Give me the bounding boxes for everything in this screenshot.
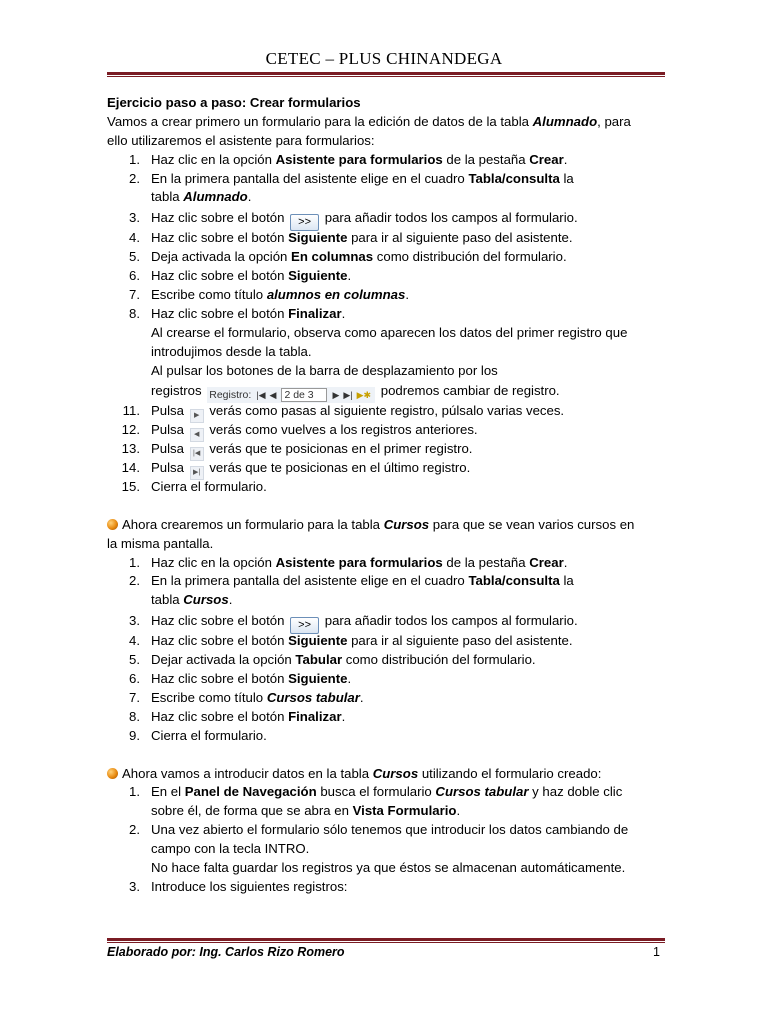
next-record-icon: ▶ — [190, 409, 204, 423]
last-record-icon: ▶| — [190, 466, 204, 480]
list-item: 2. En la primera pantalla del asistente elige en el cuadro Tabla/consulta la — [129, 170, 574, 186]
exercise-title: Ejercicio paso a paso: Crear formularios — [107, 95, 361, 110]
list-item-continuation: sobre él, de forma que se abra en Vista Formulario. — [151, 803, 461, 819]
list-item: 4. Haz clic sobre el botón Siguiente para ir al siguiente paso del asistente. — [129, 633, 573, 649]
list-item: 1. Haz clic en la opción Asistente para formularios de la pestaña Crear. — [129, 554, 568, 570]
ex2-intro-line-1: Ahora crearemos un formulario para la tabla Cursos para que se vean varios cursos en — [107, 516, 667, 535]
footer-author: Elaborado por: Ing. Carlos Rizo Romero — [107, 945, 345, 959]
record-navigation-bar-image: Registro: |◀ ◀ 2 de 3 ▶ ▶| ▶✱ — [207, 387, 375, 403]
record-counter: 2 de 3 — [281, 388, 327, 402]
new-record-icon: ▶✱ — [356, 390, 372, 401]
ex3-intro-line: Ahora vamos a introducir datos en la tabla Cursos utilizando el formulario creado: — [107, 765, 667, 784]
list-item: 7. Escribe como título Cursos tabular. — [129, 689, 364, 705]
add-all-fields-button-image: >> — [290, 617, 319, 634]
previous-record-icon: ◀ — [269, 390, 277, 401]
list-item: 3. Introduce los siguientes registros: — [129, 878, 348, 894]
ex1-intro-line-1: Vamos a crear primero un formulario para la edición de datos de la tabla Alumnado, para — [107, 113, 631, 129]
document-body — [107, 94, 667, 897]
list-item: 9. Cierra el formulario. — [129, 727, 267, 743]
list-item: 12. Pulsa ◀ verás como vuelves a los registros anteriores. — [107, 421, 667, 440]
list-item: 4. Haz clic sobre el botón Siguiente para ir al siguiente paso del asistente. — [129, 230, 573, 246]
list-item: 2. Una vez abierto el formulario sólo tenemos que introducir los datos cambiando de — [129, 822, 629, 838]
list-item: 3. Haz clic sobre el botón >> para añadir todos los campos al formulario. — [107, 207, 667, 229]
list-item-continuation: campo con la tecla INTRO. — [151, 841, 310, 857]
ex1-intro-line-2: ello utilizaremos el asistente para formularios: — [107, 132, 375, 148]
list-item: 1. Haz clic en la opción Asistente para formularios de la pestaña Crear. — [129, 151, 568, 167]
list-item-continuation: introdujimos desde la tabla. — [151, 343, 312, 359]
next-record-icon: ▶ — [332, 390, 340, 401]
list-item-continuation: registros Registro: |◀ ◀ 2 de 3 ▶ ▶| ▶✱ podremos cambiar de registro. — [107, 380, 667, 402]
list-item: 6. Haz clic sobre el botón Siguiente. — [129, 268, 352, 284]
list-item: 11. Pulsa ▶ verás como pasas al siguiente registro, púlsalo varias veces. — [107, 402, 667, 421]
last-record-icon: ▶| — [343, 390, 353, 401]
add-all-fields-button-image: >> — [290, 214, 319, 231]
list-item: 8. Haz clic sobre el botón Finalizar. — [129, 305, 346, 321]
list-item: 1. En el Panel de Navegación busca el formulario Cursos tabular y haz doble clic — [129, 784, 623, 800]
header-rule — [107, 72, 665, 77]
list-item: 14. Pulsa ▶| verás que te posicionas en el último registro. — [107, 459, 667, 478]
footer-rule — [107, 938, 665, 943]
ex2-intro-line-2: la misma pantalla. — [107, 535, 214, 551]
list-item: 15. Cierra el formulario. — [121, 479, 267, 495]
list-item: 6. Haz clic sobre el botón Siguiente. — [129, 671, 352, 687]
list-item-continuation: tabla Cursos. — [151, 592, 233, 608]
list-item: 5. Deja activada la opción En columnas como distribución del formulario. — [129, 249, 567, 265]
list-item: 2. En la primera pantalla del asistente elige en el cuadro Tabla/consulta la — [129, 573, 574, 589]
list-item: 8. Haz clic sobre el botón Finalizar. — [129, 708, 346, 724]
first-record-icon: |◀ — [256, 390, 266, 401]
orange-bullet-icon — [107, 519, 118, 530]
previous-record-icon: ◀ — [190, 428, 204, 442]
page-number: 1 — [653, 945, 660, 959]
first-record-icon: |◀ — [190, 447, 204, 461]
page-header-title: CETEC – PLUS CHINANDEGA — [265, 49, 503, 68]
list-item: 7. Escribe como título alumnos en columnas. — [129, 287, 409, 303]
list-item: 13. Pulsa |◀ verás que te posicionas en el primer registro. — [107, 440, 667, 459]
list-item: 5. Dejar activada la opción Tabular como distribución del formulario. — [129, 652, 536, 668]
orange-bullet-icon — [107, 768, 118, 779]
list-item-continuation: No hace falta guardar los registros ya que éstos se almacenan automáticamente. — [151, 859, 626, 875]
list-item-continuation: Al crearse el formulario, observa como aparecen los datos del primer registro que — [151, 324, 628, 340]
list-item-continuation: Al pulsar los botones de la barra de desplazamiento por los — [151, 362, 498, 378]
list-item: 3. Haz clic sobre el botón >> para añadir todos los campos al formulario. — [107, 610, 667, 632]
list-item-continuation: tabla Alumnado. — [151, 189, 252, 205]
